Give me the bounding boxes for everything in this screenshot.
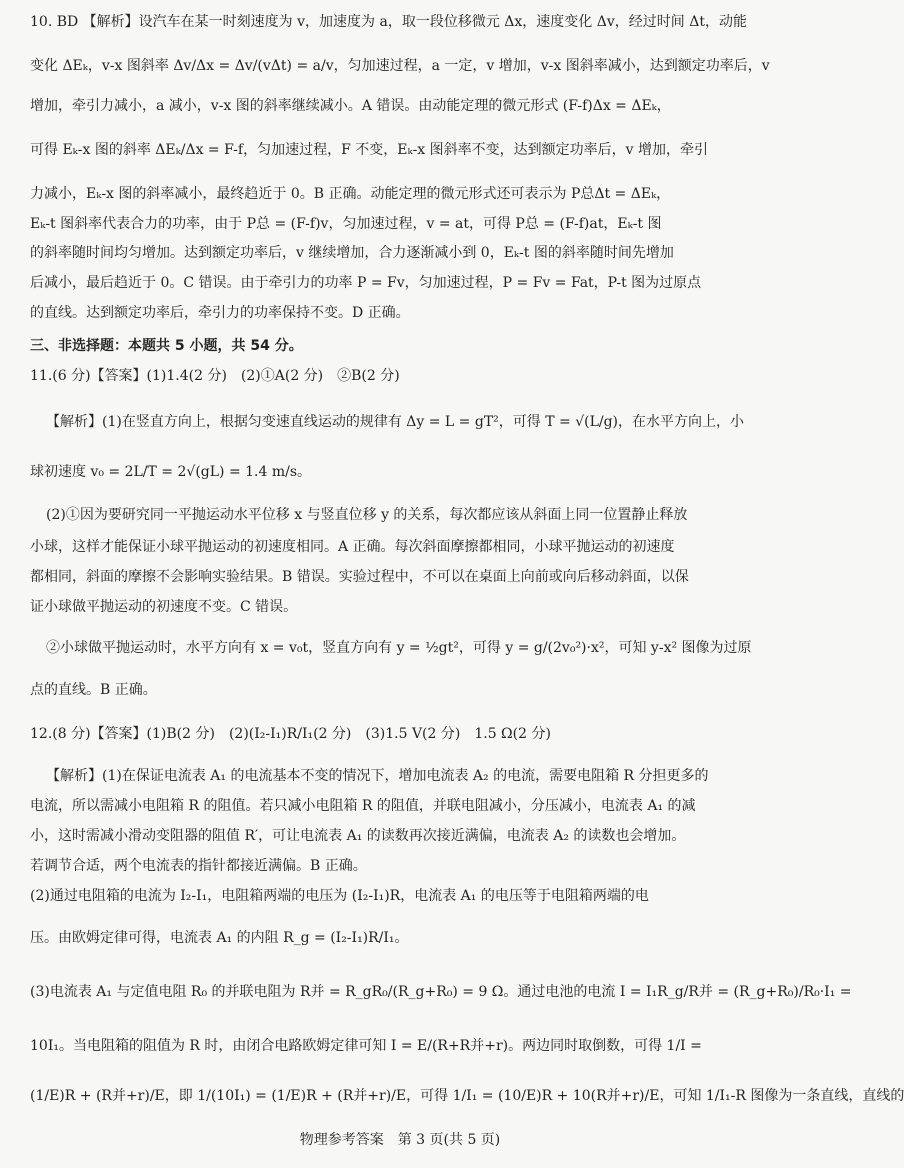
- text-line: 10. BD 【解析】设汽车在某一时刻速度为 v，加速度为 a，取一段位移微元 Δx，速度变化 Δv，经过时间 Δt，动能: [30, 14, 747, 30]
- text-line: (1/E)R + (R并+r)/E，即 1/(10I₁) = (1/E)R + (R并+r)/E，可得 1/I₁ = (10/E)R + 10(R并+r)/E，可知 1/I₁-R 图像为一条直线，直线的: [30, 1088, 904, 1104]
- text-line: 压。由欧姆定律可得，电流表 A₁ 的内阻 R_g = (I₂-I₁)R/I₁。: [30, 930, 409, 946]
- text-line: Eₖ-t 图斜率代表合力的功率，由于 P总 = (F-f)v，匀加速过程，v = at，可得 P总 = (F-f)at，Eₖ-t 图: [30, 216, 662, 232]
- text-line: 【解析】(1)在保证电流表 A₁ 的电流基本不变的情况下，增加电流表 A₂ 的电流，需要电阻箱 R 分担更多的: [46, 768, 709, 784]
- text-line: 电流，所以需减小电阻箱 R 的阻值。若只减小电阻箱 R 的阻值，并联电阻减小，分压减小，电流表 A₁ 的减: [30, 798, 696, 814]
- text-line: 【解析】(1)在竖直方向上，根据匀变速直线运动的规律有 Δy = L = gT²，可得 T = √(L/g)，在水平方向上，小: [46, 414, 745, 430]
- text-line: 小球，这样才能保证小球平抛运动的初速度相同。A 正确。每次斜面摩擦都相同，小球平抛运动的初速度: [30, 539, 675, 555]
- text-line: 若调节合适，两个电流表的指针都接近满偏。B 正确。: [30, 858, 367, 874]
- text-line: 证小球做平抛运动的初速度不变。C 错误。: [30, 599, 298, 615]
- text-line: 变化 ΔEₖ，v-x 图斜率 Δv/Δx = Δv/(vΔt) = a/v，匀加速过程，a 一定，v 增加，v-x 图斜率减小，达到额定功率后，v: [30, 58, 770, 74]
- page-footer: 物理参考答案 第 3 页(共 5 页): [299, 1132, 501, 1148]
- text-line: 球初速度 v₀ = 2L/T = 2√(gL) = 1.4 m/s。: [30, 464, 312, 480]
- text-line: 后减小，最后趋近于 0。C 错误。由于牵引力的功率 P = Fv，匀加速过程，P = Fv = Fat，P-t 图为过原点: [30, 275, 702, 291]
- text-line: 可得 Eₖ-x 图的斜率 ΔEₖ/Δx = F-f，匀加速过程，F 不变，Eₖ-x 图斜率不变，达到额定功率后，v 增加，牵引: [30, 142, 709, 158]
- text-line: 的直线。达到额定功率后，牵引力的功率保持不变。D 正确。: [30, 305, 410, 321]
- text-line: 小，这时需减小滑动变阻器的阻值 R′，可让电流表 A₁ 的读数再次接近满偏，电流表 A₂ 的读数也会增加。: [30, 828, 686, 844]
- question-11-answer: 11.(6 分)【答案】(1)1.4(2 分) (2)①A(2 分) ②B(2 分): [30, 368, 400, 384]
- text-line: 10I₁。当电阻箱的阻值为 R 时，由闭合电路欧姆定律可知 I = E/(R+R并+r)。两边同时取倒数，可得 1/I =: [30, 1038, 702, 1054]
- text-line: 都相同，斜面的摩擦不会影响实验结果。B 错误。实验过程中，不可以在桌面上向前或向后移动斜面，以保: [30, 569, 689, 585]
- text-line: (2)通过电阻箱的电流为 I₂-I₁，电阻箱两端的电压为 (I₂-I₁)R，电流表 A₁ 的电压等于电阻箱两端的电: [30, 888, 649, 904]
- text-line: (2)①因为要研究同一平抛运动水平位移 x 与竖直位移 y 的关系，每次都应该从斜面上同一位置静止释放: [46, 507, 688, 523]
- section-heading: 三、非选择题：本题共 5 小题，共 54 分。: [30, 338, 303, 354]
- text-line: 的斜率随时间均匀增加。达到额定功率后，v 继续增加，合力逐渐减小到 0，Eₖ-t 图的斜率随时间先增加: [30, 245, 674, 261]
- text-line: ②小球做平抛运动时，水平方向有 x = v₀t，竖直方向有 y = ½gt²，可得 y = g/(2v₀²)·x²，可知 y-x² 图像为过原: [46, 640, 752, 656]
- text-line: 力减小，Eₖ-x 图的斜率减小，最终趋近于 0。B 正确。动能定理的微元形式还可表示为 P总Δt = ΔEₖ，: [30, 186, 671, 202]
- text-line: 增加，牵引力减小，a 减小，v-x 图的斜率继续减小。A 错误。由动能定理的微元形式 (F-f)Δx = ΔEₖ，: [30, 98, 671, 114]
- text-line: (3)电流表 A₁ 与定值电阻 R₀ 的并联电阻为 R并 = R_gR₀/(R_g+R₀) = 9 Ω。通过电池的电流 I = I₁R_g/R并 = (R_g+R₀)/R₀·I₁ =: [30, 984, 852, 1000]
- text-line: 点的直线。B 正确。: [30, 682, 157, 698]
- question-12-answer: 12.(8 分)【答案】(1)B(2 分) (2)(I₂-I₁)R/I₁(2 分) (3)1.5 V(2 分) 1.5 Ω(2 分): [30, 726, 551, 742]
